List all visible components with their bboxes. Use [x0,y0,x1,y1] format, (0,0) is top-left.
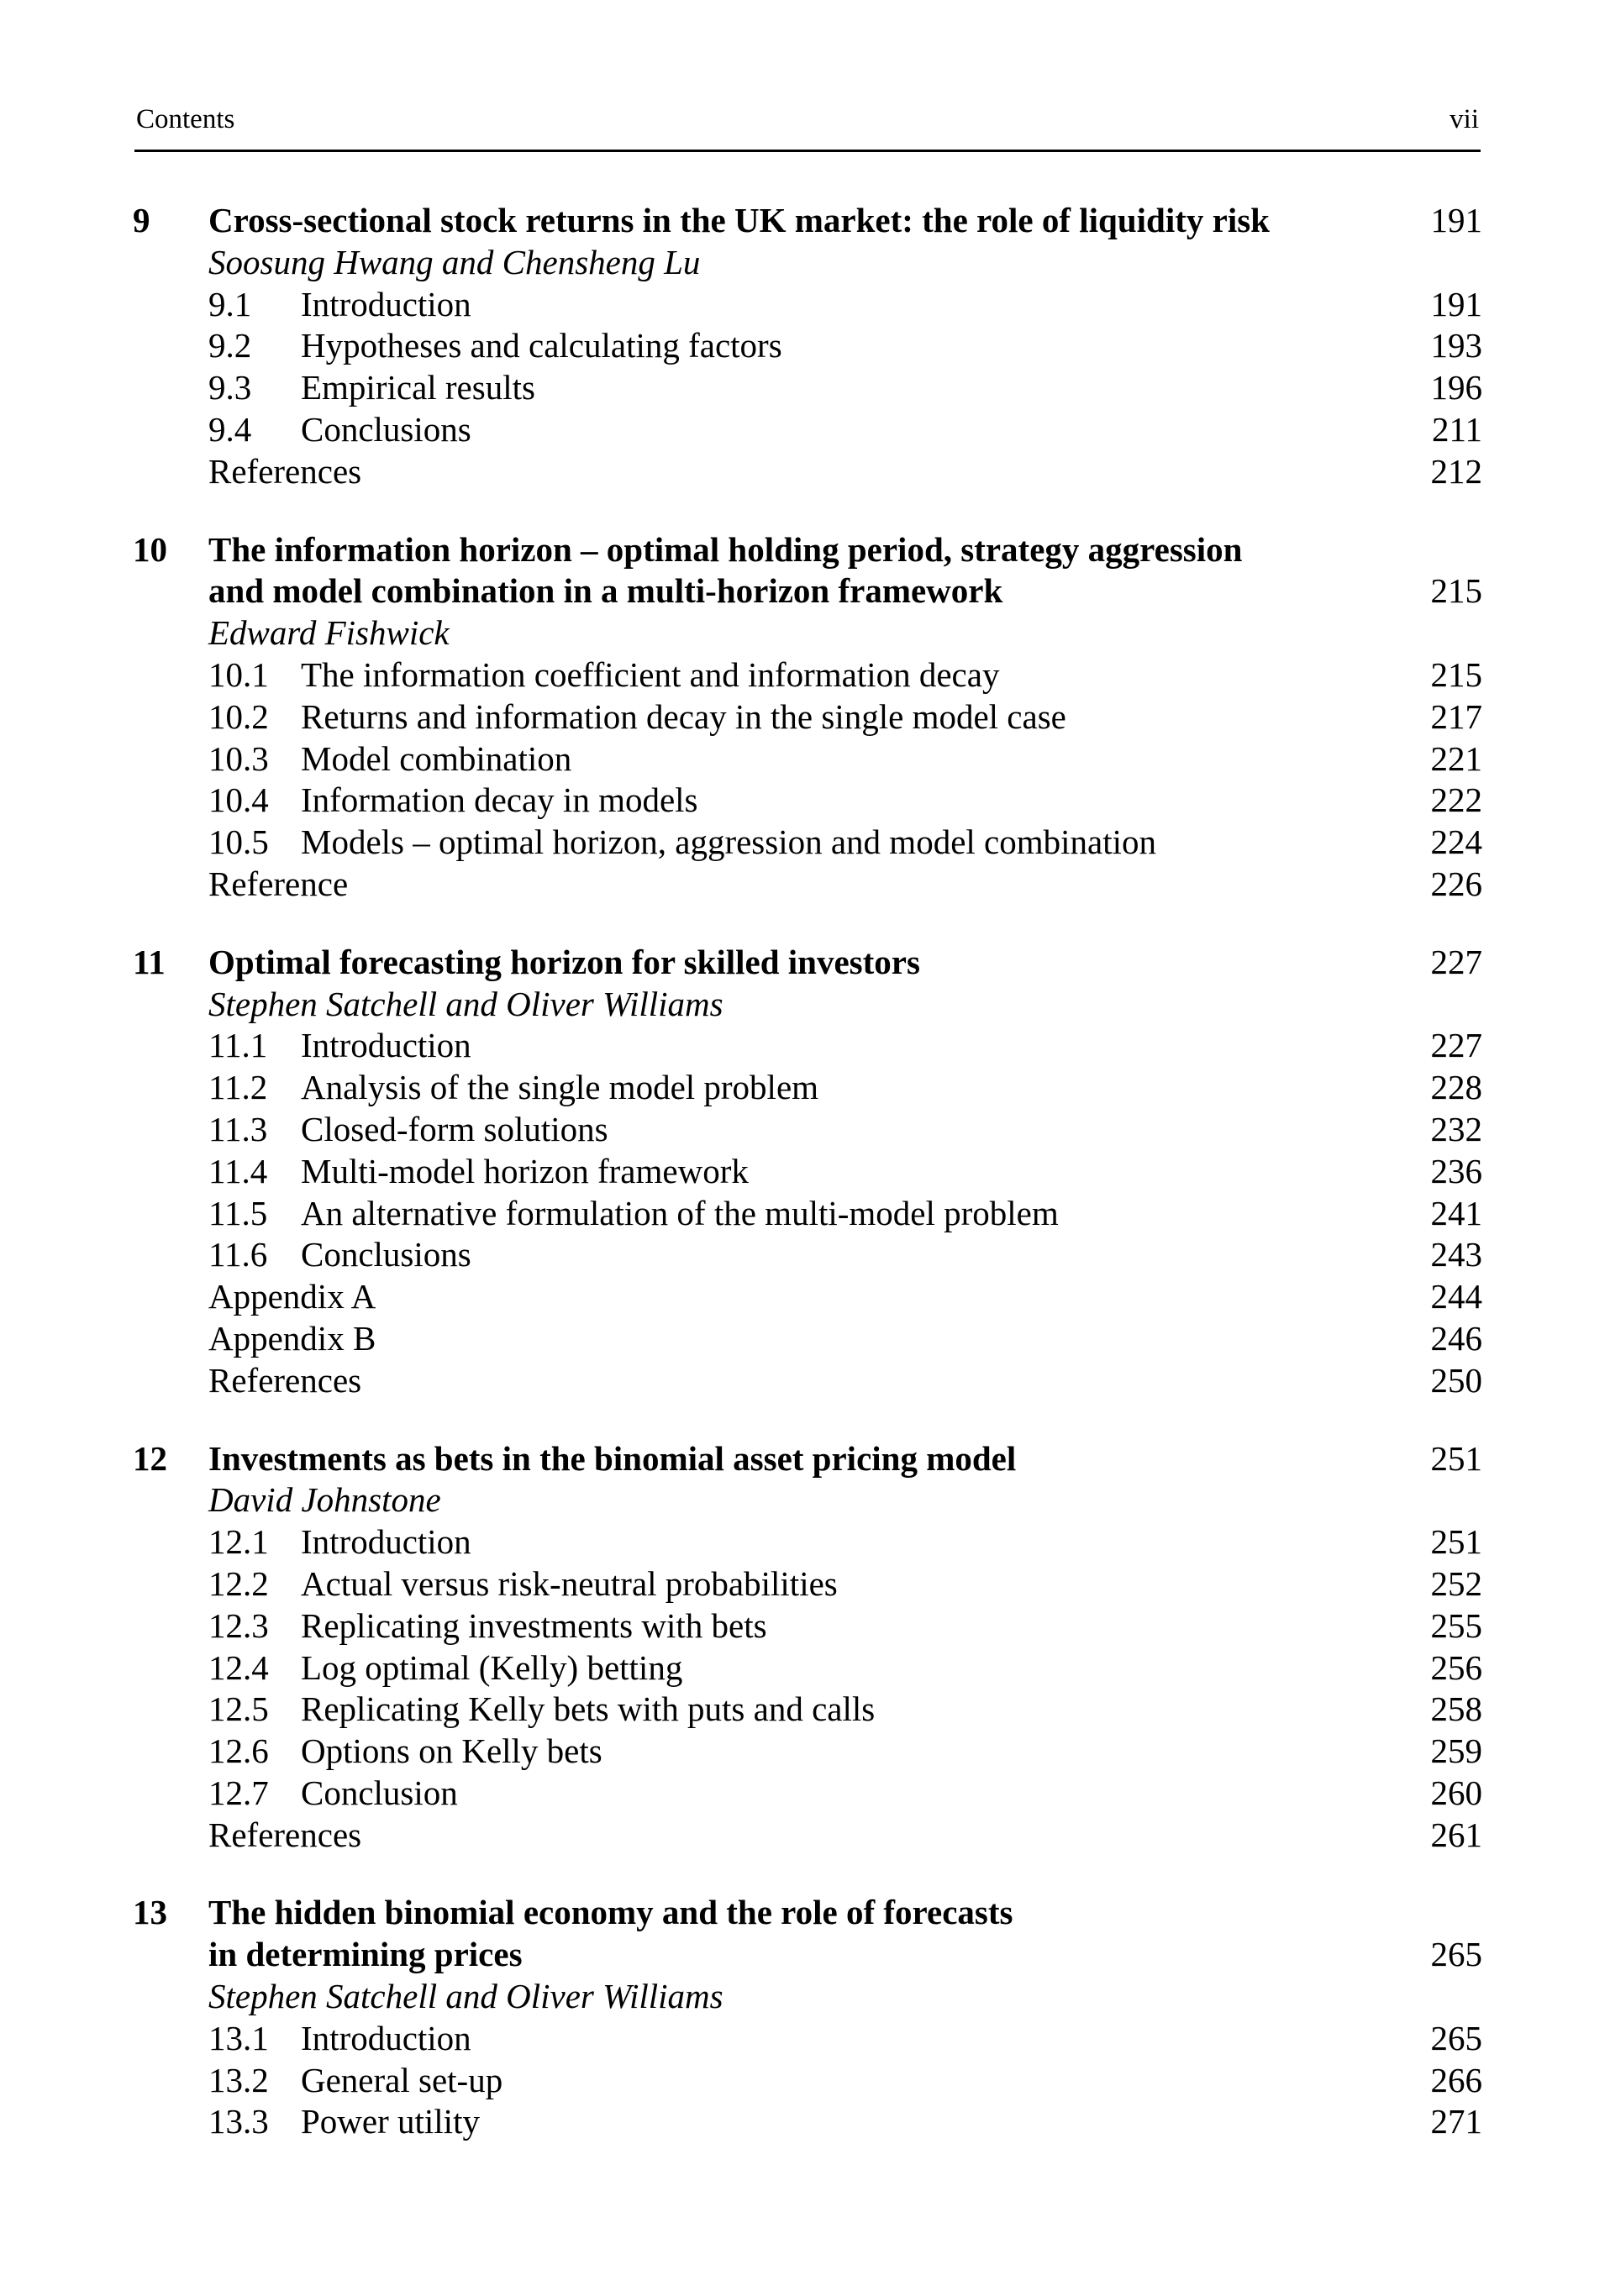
section-page-number: 191 [1430,284,1482,323]
chapter-entry [133,529,1482,906]
section-title: Hypotheses and calculating factors [301,326,782,365]
section-page-number: 258 [1430,1689,1482,1729]
section-page-number: 217 [1430,696,1482,736]
section-page-number: 211 [1432,409,1482,449]
section-page-number: 212 [1430,451,1482,491]
section-title-cell [208,1318,1323,1360]
section-title: Log optimal (Kelly) betting [301,1647,683,1687]
chapter-page-number: 227 [1430,942,1482,981]
section-title-cell [208,2018,1323,2060]
section-title-cell [208,864,1323,906]
section-number: 11.5 [208,1193,268,1232]
section-title-cell [208,1689,1323,1731]
section-number: 9.4 [208,409,252,449]
section-number: 12.1 [208,1522,269,1562]
section-title: Information decay in models [301,780,698,820]
section-page-number: 266 [1430,2060,1482,2099]
section-title-cell [208,696,1323,738]
section-page-number: 226 [1430,864,1482,903]
section-entry[interactable] [133,1773,1482,1815]
section-entry[interactable] [133,325,1482,367]
section-title: Introduction [301,1522,471,1562]
section-entry[interactable] [133,409,1482,451]
section-entry[interactable] [133,2018,1482,2060]
chapter-title[interactable]: Cross-sectional stock returns in the UK market: the role of liquidity risk [208,201,1270,239]
header-page-number: vii [1450,104,1479,134]
section-title-cell [208,1360,1323,1402]
section-page-number: 261 [1430,1815,1482,1854]
section-number: 9.3 [208,368,252,407]
section-entry[interactable] [133,738,1482,780]
section-title: General set-up [301,2060,503,2099]
section-page-number: 221 [1430,738,1482,778]
section-entry[interactable] [133,1360,1482,1402]
section-title: Introduction [301,1026,471,1065]
section-entry[interactable] [133,1605,1482,1647]
section-number: 12.7 [208,1773,269,1812]
chapter-authors: Stephen Satchell and Oliver Williams [208,984,723,1023]
section-number: 10.2 [208,696,269,736]
section-entry[interactable] [133,2101,1482,2143]
section-entry[interactable] [133,1109,1482,1151]
chapter-entry [133,1892,1482,2143]
section-title: Introduction [301,2018,471,2057]
section-title: Models – optimal horizon, aggression and model combination [301,822,1156,862]
section-entry[interactable] [133,1193,1482,1235]
section-title-cell [208,1193,1323,1235]
section-title-cell [208,654,1323,696]
section-entry[interactable] [133,780,1482,822]
section-title: Power utility [301,2102,480,2141]
section-entry[interactable] [133,1689,1482,1731]
chapter-entry [133,200,1482,493]
section-entry[interactable] [133,696,1482,738]
section-page-number: 251 [1430,1522,1482,1562]
chapter-title-row [133,1934,1482,1976]
section-entry[interactable] [133,822,1482,864]
section-number: 9.2 [208,326,252,365]
section-title: Options on Kelly bets [301,1731,602,1771]
section-page-number: 255 [1430,1605,1482,1645]
author-row [133,984,1482,1026]
chapter-title[interactable]: Optimal forecasting horizon for skilled investors [208,942,920,981]
section-entry[interactable] [133,451,1482,493]
section-page-number: 265 [1430,2018,1482,2057]
section-title: Conclusion [301,1773,458,1812]
chapter-title-row [133,942,1482,984]
section-number: 10.3 [208,738,269,778]
header-section-title: Contents [136,104,235,134]
section-number: 11.1 [208,1026,268,1065]
section-entry[interactable] [133,1815,1482,1857]
section-page-number: 243 [1430,1235,1482,1274]
section-number: 10.5 [208,822,269,862]
section-title-cell [208,1731,1323,1773]
author-row [133,242,1482,284]
section-title-cell [208,780,1323,822]
section-number: 12.6 [208,1731,269,1771]
section-entry[interactable] [133,1318,1482,1360]
section-title: Introduction [301,284,471,323]
section-number: 12.4 [208,1647,269,1687]
chapter-title-row [133,200,1482,242]
chapter-title[interactable]: Investments as bets in the binomial asset pricing model [208,1438,1017,1478]
chapter-authors: David Johnstone [208,1480,441,1520]
table-of-contents [133,200,1482,2179]
section-page-number: 244 [1430,1277,1482,1316]
chapter-page-number: 251 [1430,1438,1482,1478]
section-entry[interactable] [133,2060,1482,2102]
section-title: Multi-model horizon framework [301,1151,749,1190]
section-page-number: 228 [1430,1068,1482,1107]
section-title: The information coefficient and information decay [301,654,1000,694]
section-title: Conclusions [301,409,471,449]
section-entry[interactable] [133,864,1482,906]
section-title-cell [208,1109,1323,1151]
section-page-number: 250 [1430,1360,1482,1400]
chapter-number: 10 [133,529,167,569]
chapter-page-number: 265 [1430,1935,1482,1974]
chapter-title-row [133,1892,1482,1934]
section-entry[interactable] [133,284,1482,326]
section-title: An alternative formulation of the multi-model problem [301,1193,1059,1232]
section-title-cell [208,367,1323,409]
section-page-number: 271 [1430,2102,1482,2141]
section-entry[interactable] [133,1521,1482,1563]
section-entry[interactable] [133,1563,1482,1605]
running-header [134,99,1481,152]
section-title-cell [208,1773,1323,1815]
section-page-number: 236 [1430,1151,1482,1190]
chapter-title[interactable]: in determining prices [208,1935,523,1974]
section-page-number: 196 [1430,368,1482,407]
author-row [133,612,1482,654]
chapter-authors: Stephen Satchell and Oliver Williams [208,1977,723,2016]
chapter-title-row [133,529,1482,571]
section-title-cell [208,1067,1323,1109]
section-title: References [208,1815,362,1854]
section-number: 13.1 [208,2018,269,2057]
section-entry[interactable] [133,1234,1482,1276]
section-title-cell [208,451,1323,493]
section-number: 11.4 [208,1151,268,1190]
section-title: Replicating Kelly bets with puts and calls [301,1689,876,1729]
chapter-title[interactable]: The information horizon – optimal holding period, strategy aggression [208,529,1243,569]
section-number: 12.5 [208,1689,269,1729]
section-title: Appendix A [208,1277,376,1316]
section-title: References [208,451,362,491]
chapter-title[interactable]: The hidden binomial economy and the role of forecasts [208,1893,1013,1932]
section-title-cell [208,2101,1323,2143]
section-entry[interactable] [133,1151,1482,1193]
section-page-number: 241 [1430,1193,1482,1232]
section-title: Reference [208,864,349,903]
section-title-cell [208,1151,1323,1193]
chapter-number: 9 [133,201,150,239]
section-entry[interactable] [133,1276,1482,1318]
section-number: 9.1 [208,284,252,323]
section-title-cell [208,1276,1323,1318]
chapter-authors: Edward Fishwick [208,613,450,653]
section-entry[interactable] [133,1025,1482,1067]
section-title-cell [208,409,1323,451]
author-row [133,1479,1482,1521]
section-page-number: 259 [1430,1731,1482,1771]
author-row [133,1976,1482,2018]
section-title-cell [208,1521,1323,1563]
section-number: 11.6 [208,1235,268,1274]
section-title: Analysis of the single model problem [301,1068,819,1107]
chapter-title-row [133,1438,1482,1480]
section-title: Model combination [301,738,572,778]
section-number: 10.4 [208,780,269,820]
section-title-cell [208,2060,1323,2102]
section-title: Returns and information decay in the single model case [301,696,1066,736]
section-title-cell [208,1647,1323,1689]
section-page-number: 222 [1430,780,1482,820]
section-number: 13.3 [208,2102,269,2141]
section-entry[interactable] [133,1647,1482,1689]
section-entry[interactable] [133,654,1482,696]
chapter-number: 12 [133,1438,167,1478]
chapter-page-number: 215 [1430,571,1482,611]
chapter-page-number: 191 [1430,201,1482,239]
section-title: Actual versus risk-neutral probabilities [301,1563,838,1603]
section-page-number: 246 [1430,1318,1482,1358]
section-title-cell [208,325,1323,367]
section-number: 10.1 [208,654,269,694]
section-page-number: 260 [1430,1773,1482,1812]
section-title: Conclusions [301,1235,471,1274]
section-entry[interactable] [133,367,1482,409]
section-title: References [208,1360,362,1400]
section-title-cell [208,1605,1323,1647]
section-title-cell [208,1815,1323,1857]
section-title-cell [208,1563,1323,1605]
chapter-title-row [133,570,1482,612]
section-title: Empirical results [301,368,535,407]
section-number: 12.2 [208,1563,269,1603]
chapter-number: 13 [133,1893,167,1932]
section-page-number: 232 [1430,1109,1482,1148]
section-title-cell [208,284,1323,326]
chapter-number: 11 [133,942,166,981]
section-title: Appendix B [208,1318,376,1358]
section-page-number: 256 [1430,1647,1482,1687]
section-number: 11.3 [208,1109,268,1148]
section-page-number: 227 [1430,1026,1482,1065]
section-page-number: 224 [1430,822,1482,862]
chapter-title[interactable]: and model combination in a multi-horizon framework [208,571,1003,611]
section-title: Replicating investments with bets [301,1605,767,1645]
chapter-entry [133,1438,1482,1857]
section-title-cell [208,1025,1323,1067]
section-title-cell [208,822,1323,864]
section-title-cell [208,1234,1323,1276]
section-entry[interactable] [133,1067,1482,1109]
section-title: Closed-form solutions [301,1109,608,1148]
section-title-cell [208,738,1323,780]
chapter-authors: Soosung Hwang and Chensheng Lu [208,242,701,281]
section-page-number: 193 [1430,326,1482,365]
chapter-entry [133,942,1482,1402]
section-number: 12.3 [208,1605,269,1645]
section-number: 13.2 [208,2060,269,2099]
section-page-number: 215 [1430,654,1482,694]
section-number: 11.2 [208,1068,268,1107]
section-entry[interactable] [133,1731,1482,1773]
section-page-number: 252 [1430,1563,1482,1603]
